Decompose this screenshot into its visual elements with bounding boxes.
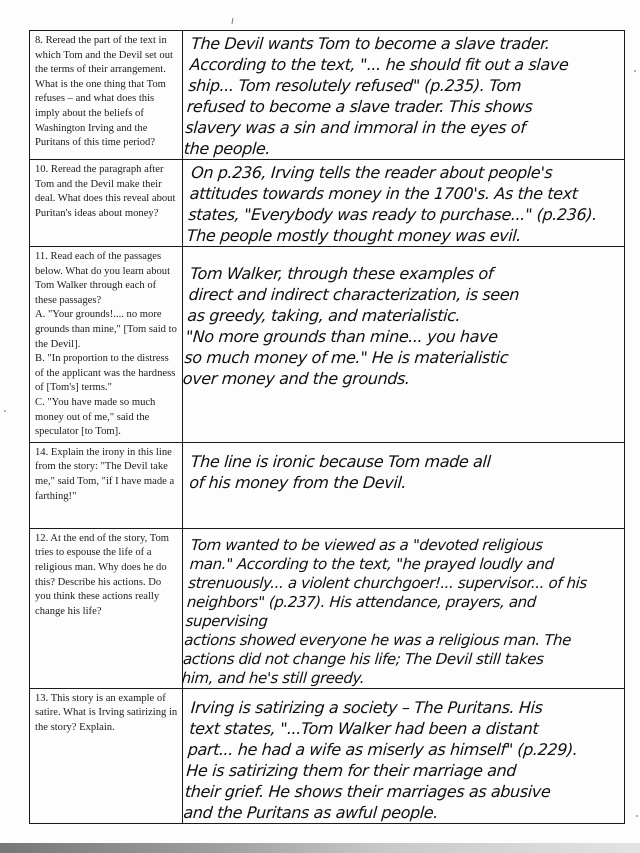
answer-12-handwriting: Tom wanted to be viewed as a "devoted religious man." According to the text, "he prayed loudly and strenuously... a violent churchgoer!... supervisor... of his neighbors" (p.237). His attendance, prayers, and supervising actions showed everyone he was a religious man. The actions did not change his life; The Devil still takes him, and he's still greedy. xyxy=(181,535,588,687)
question-13-text: 13. This story is an example of satire. What is Irving satirizing in the story? Explain. xyxy=(35,692,178,733)
answer-cell xyxy=(183,442,625,528)
question-cell xyxy=(30,160,183,247)
question-answer-table xyxy=(29,30,625,824)
answer-13-handwriting: Irving is satirizing a society – The Puritans. His text states, "...Tom Walker had been a distant part... he had a wife as miserly as himself" (p.229). He is satirizing them for their marriage and their grief. He shows their marriages as abusive and the Puritans as awful people. xyxy=(182,697,579,822)
answer-cell xyxy=(183,688,625,823)
question-8-text: 8. Reread the part of the text in which Tom and the Devil set out the terms of their arrangement. What is the one thing that Tom refuses – and what does this imply about the beliefs of Washington Irving and the Puritans of this time period? xyxy=(35,35,173,149)
scan-speck xyxy=(636,815,638,817)
table-row xyxy=(30,160,625,247)
question-11-text: 11. Read each of the passages below. What do you learn about Tom Walker through each of these passages? A. "Your grounds!.... no more grounds than mine," [Tom said to the Devil]. B. "In proportion to the distress of the applicant was the hardness of [Tom's] terms." C. "You have made so much money out of me," said the speculator [to Tom]. xyxy=(35,251,177,438)
question-cell xyxy=(30,31,183,160)
table-row xyxy=(30,528,625,688)
answer-10-handwriting: On p.236, Irving tells the reader about people's attitudes towards money in the 1700's. As the text states, "Everybody was ready to purchase..." (p.236). The people mostly thought money was evil. xyxy=(186,163,598,245)
answer-cell xyxy=(183,528,625,688)
answer-cell xyxy=(183,160,625,247)
question-10-text: 10. Reread the paragraph after Tom and the Devil make their deal. What does this reveal about Puritan's ideas about money? xyxy=(35,164,176,219)
answer-11-handwriting: Tom Walker, through these examples of direct and indirect characterization, is seen as greedy, taking, and materialistic. "No more grounds than mine... you have so much money of me." He is materialistic over money and the grounds. xyxy=(182,264,520,388)
table-row xyxy=(30,247,625,443)
scan-edge-shadow xyxy=(0,843,640,853)
scan-speck xyxy=(634,70,636,72)
question-12-text: 12. At the end of the story, Tom tries to espouse the life of a religious man. Why does he do this? Describe his actions. Do you think these actions really change his life? xyxy=(35,532,170,617)
question-cell xyxy=(30,247,183,443)
table-row xyxy=(30,442,625,528)
question-cell xyxy=(30,528,183,688)
scan-speck xyxy=(4,410,6,412)
table-row xyxy=(30,31,625,160)
question-cell xyxy=(30,688,183,823)
table-row xyxy=(30,688,625,823)
answer-cell xyxy=(183,31,625,160)
stray-pen-mark xyxy=(231,18,233,24)
question-14-text: 14. Explain the irony in this line from the story: "The Devil take me," said Tom, "if I have made a farthing!" xyxy=(35,446,175,502)
answer-8-handwriting: The Devil wants Tom to become a slave trader. According to the text, "... he should fit out a slave ship... Tom resolutely refused" (p.235). Tom refused to become a slave trader. This shows slavery was a sin and immoral in the eyes of the people. xyxy=(183,34,570,158)
question-cell xyxy=(30,442,183,528)
answer-14-handwriting: The line is ironic because Tom made all of his money from the Devil. xyxy=(188,451,492,492)
answer-cell xyxy=(183,247,625,443)
